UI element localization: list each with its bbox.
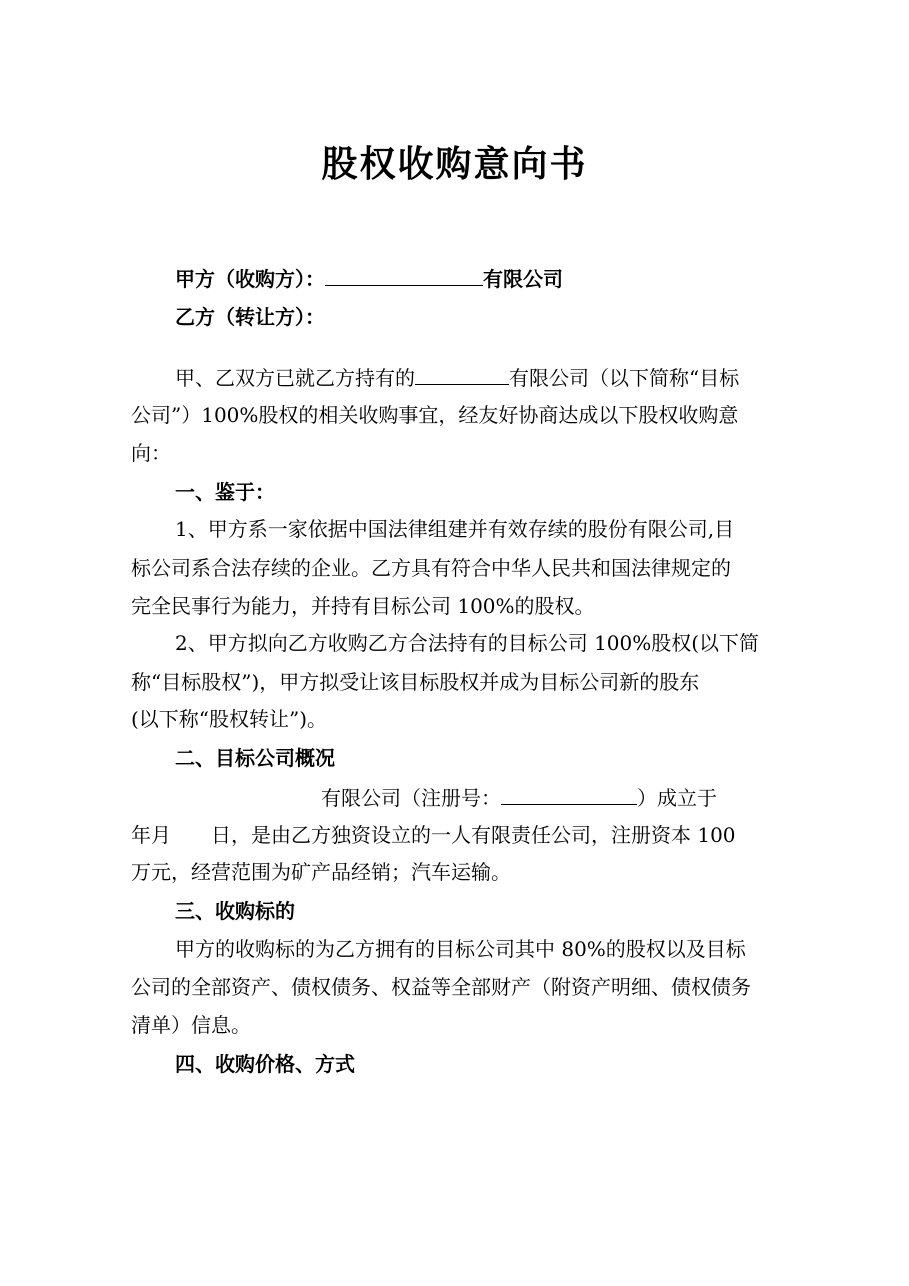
intro-text-start: 甲、乙双方已就乙方持有的 xyxy=(175,366,415,390)
party-b-line: 乙方（转让方）： xyxy=(175,305,325,329)
section-1-line-6: (以下称“股权转让”)。 xyxy=(131,707,328,731)
target-company-blank xyxy=(415,364,509,385)
section-1-line-1: 1、甲方系一家依据中国法律组建并有效存续的股份有限公司,目 xyxy=(175,517,735,541)
company-reg-text: 有限公司（注册号： xyxy=(321,786,501,810)
party-a-line xyxy=(175,265,563,292)
section-1-line-4: 2、甲方拟向乙方收购乙方合法持有的目标公司 100%股权(以下简 xyxy=(175,631,760,655)
section-2-line-3: 万元，经营范围为矿产品经销；汽车运输。 xyxy=(131,860,511,884)
party-a-label: 甲方（收购方）： xyxy=(175,267,325,291)
registration-number-blank xyxy=(501,784,637,805)
intro-line-2: 公司”）100%股权的相关收购事宜，经友好协商达成以下股权收购意 xyxy=(131,403,739,427)
section-3-line-3: 清单）信息。 xyxy=(131,1013,251,1037)
section-3-line-2: 公司的全部资产、债权债务、权益等全部财产（附资产明细、债权债务 xyxy=(131,975,751,999)
document-title: 股权收购意向书 xyxy=(321,144,588,185)
section-4-heading: 四、收购价格、方式 xyxy=(175,1052,355,1076)
section-3-heading: 三、收购标的 xyxy=(175,899,295,923)
section-1-line-2: 标公司系合法存续的企业。乙方具有符合中华人民共和国法律规定的 xyxy=(131,556,731,580)
section-1-line-5: 称“目标股权”)，甲方拟受让该目标股权并成为目标公司新的股东 xyxy=(131,670,700,694)
section-2-heading: 二、目标公司概况 xyxy=(175,746,335,770)
intro-line-1 xyxy=(175,364,739,391)
party-a-suffix: 有限公司 xyxy=(483,267,563,291)
section-3-line-1: 甲方的收购标的为乙方拥有的目标公司其中 80%的股权以及目标 xyxy=(175,937,746,961)
intro-text-end: 有限公司（以下简称“目标 xyxy=(509,366,740,390)
established-text: ）成立于 xyxy=(637,786,717,810)
party-a-blank xyxy=(325,265,483,286)
section-2-line-2: 年月 日，是由乙方独资设立的一人有限责任公司，注册资本 100 xyxy=(131,823,736,847)
intro-line-3: 向： xyxy=(131,441,171,465)
section-1-line-3: 完全民事行为能力，并持有目标公司 100%的股权。 xyxy=(131,594,595,618)
section-1-heading: 一、鉴于： xyxy=(175,480,275,504)
section-2-line-1 xyxy=(321,784,717,811)
